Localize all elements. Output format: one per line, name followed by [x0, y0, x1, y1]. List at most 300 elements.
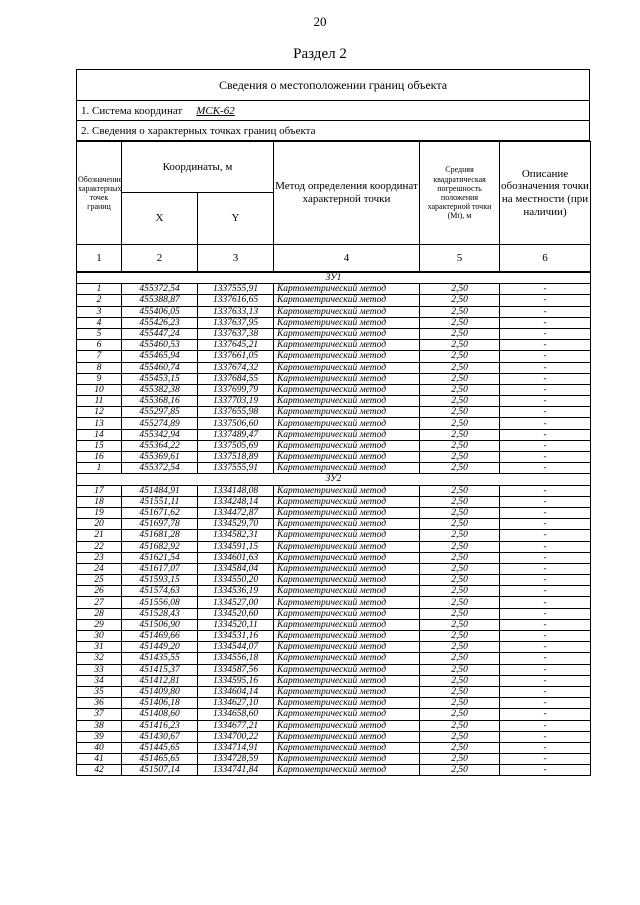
accuracy: 2,50: [420, 463, 500, 474]
coord-x: 451445,65: [122, 742, 198, 753]
description: -: [500, 519, 591, 530]
boundary-points-sheet: [76, 69, 590, 776]
coord-x: 451506,90: [122, 619, 198, 630]
coord-y: 1334714,91: [198, 742, 274, 753]
table-row: [77, 418, 591, 429]
accuracy: 2,50: [420, 720, 500, 731]
method: Картометрический метод: [274, 608, 420, 619]
description: -: [500, 675, 591, 686]
point-number: 36: [77, 698, 122, 709]
table-row: [77, 452, 591, 463]
method: Картометрический метод: [274, 765, 420, 776]
column-number: 3: [198, 245, 274, 272]
point-number: 34: [77, 675, 122, 686]
method: Картометрический метод: [274, 664, 420, 675]
description: -: [500, 575, 591, 586]
method: Картометрический метод: [274, 541, 420, 552]
method: Картометрический метод: [274, 619, 420, 630]
coord-x: 455460,74: [122, 362, 198, 373]
point-number: 24: [77, 563, 122, 574]
coord-y: 1337684,55: [198, 373, 274, 384]
coord-x: 455369,61: [122, 452, 198, 463]
accuracy: 2,50: [420, 597, 500, 608]
coord-y: 1334741,84: [198, 765, 274, 776]
coord-x: 451408,60: [122, 709, 198, 720]
point-number: 38: [77, 720, 122, 731]
header-y: Y: [198, 193, 274, 245]
method: Картометрический метод: [274, 507, 420, 518]
accuracy: 2,50: [420, 362, 500, 373]
coord-x: 451671,62: [122, 507, 198, 518]
table-row: [77, 496, 591, 507]
point-number: 1: [77, 284, 122, 295]
coord-x: 451435,55: [122, 653, 198, 664]
coord-y: 1337655,98: [198, 407, 274, 418]
coord-y: 1334248,14: [198, 496, 274, 507]
point-number: 20: [77, 519, 122, 530]
table-row: [77, 396, 591, 407]
accuracy: 2,50: [420, 407, 500, 418]
method: Картометрический метод: [274, 642, 420, 653]
point-number: 13: [77, 418, 122, 429]
coord-x: 451681,28: [122, 530, 198, 541]
table-row: [77, 440, 591, 451]
table-row: [77, 765, 591, 776]
description: -: [500, 362, 591, 373]
coord-y: 1334700,22: [198, 731, 274, 742]
table-row: [77, 720, 591, 731]
table-row: [77, 351, 591, 362]
accuracy: 2,50: [420, 541, 500, 552]
table-row: [77, 507, 591, 518]
method: Картометрический метод: [274, 418, 420, 429]
description: -: [500, 720, 591, 731]
accuracy: 2,50: [420, 642, 500, 653]
accuracy: 2,50: [420, 754, 500, 765]
description: -: [500, 351, 591, 362]
method: Картометрический метод: [274, 440, 420, 451]
accuracy: 2,50: [420, 619, 500, 630]
accuracy: 2,50: [420, 340, 500, 351]
description: -: [500, 709, 591, 720]
table-row: [77, 340, 591, 351]
coord-x: 455382,38: [122, 384, 198, 395]
coord-y: 1334544,07: [198, 642, 274, 653]
coord-x: 455465,94: [122, 351, 198, 362]
point-number: 19: [77, 507, 122, 518]
coord-y: 1337616,65: [198, 295, 274, 306]
group-name: ЗУ2: [77, 474, 591, 485]
coord-y: 1334472,87: [198, 507, 274, 518]
description: -: [500, 552, 591, 563]
method: Картометрический метод: [274, 675, 420, 686]
description: -: [500, 384, 591, 395]
column-number: 5: [420, 245, 500, 272]
coord-y: 1334677,21: [198, 720, 274, 731]
description: -: [500, 642, 591, 653]
table-row: [77, 407, 591, 418]
coord-y: 1334584,04: [198, 563, 274, 574]
description: -: [500, 295, 591, 306]
coord-y: 1337699,79: [198, 384, 274, 395]
method: Картометрический метод: [274, 597, 420, 608]
coord-y: 1334536,19: [198, 586, 274, 597]
accuracy: 2,50: [420, 586, 500, 597]
accuracy: 2,50: [420, 653, 500, 664]
method: Картометрический метод: [274, 463, 420, 474]
method: Картометрический метод: [274, 563, 420, 574]
point-number: 28: [77, 608, 122, 619]
coord-y: 1334595,16: [198, 675, 274, 686]
coord-y: 1334582,31: [198, 530, 274, 541]
group-row: [77, 273, 591, 284]
accuracy: 2,50: [420, 631, 500, 642]
accuracy: 2,50: [420, 698, 500, 709]
accuracy: 2,50: [420, 284, 500, 295]
method: Картометрический метод: [274, 362, 420, 373]
header-x: X: [122, 193, 198, 245]
point-number: 33: [77, 664, 122, 675]
coord-y: 1334520,60: [198, 608, 274, 619]
table-row: [77, 608, 591, 619]
header-coords: Координаты, м: [122, 142, 274, 193]
coord-x: 455368,16: [122, 396, 198, 407]
table-row: [77, 619, 591, 630]
accuracy: 2,50: [420, 709, 500, 720]
accuracy: 2,50: [420, 295, 500, 306]
description: -: [500, 541, 591, 552]
coord-y: 1334556,18: [198, 653, 274, 664]
method: Картометрический метод: [274, 686, 420, 697]
coord-y: 1334728,59: [198, 754, 274, 765]
method: Картометрический метод: [274, 328, 420, 339]
description: -: [500, 373, 591, 384]
coord-y: 1334587,56: [198, 664, 274, 675]
points-body: [77, 273, 591, 776]
accuracy: 2,50: [420, 485, 500, 496]
coord-x: 455447,24: [122, 328, 198, 339]
description: -: [500, 608, 591, 619]
coord-system-value: МСК-62: [196, 104, 235, 117]
coord-x: 455364,22: [122, 440, 198, 451]
accuracy: 2,50: [420, 675, 500, 686]
section-title: Раздел 2: [293, 46, 347, 62]
method: Картометрический метод: [274, 552, 420, 563]
coord-system-label: 1. Система координат: [81, 104, 183, 117]
coord-x: 451412,81: [122, 675, 198, 686]
method: Картометрический метод: [274, 373, 420, 384]
description: -: [500, 396, 591, 407]
point-number: 25: [77, 575, 122, 586]
column-header-table: [76, 141, 591, 272]
coord-system-row: [77, 101, 590, 121]
description: -: [500, 340, 591, 351]
description: -: [500, 653, 591, 664]
table-row: [77, 642, 591, 653]
coord-x: 451415,37: [122, 664, 198, 675]
point-number: 14: [77, 429, 122, 440]
point-number: 3: [77, 306, 122, 317]
table-row: [77, 384, 591, 395]
method: Картометрический метод: [274, 754, 420, 765]
coord-x: 451556,08: [122, 597, 198, 608]
description: -: [500, 754, 591, 765]
table-row: [77, 575, 591, 586]
accuracy: 2,50: [420, 552, 500, 563]
table-row: [77, 631, 591, 642]
method: Картометрический метод: [274, 731, 420, 742]
header-point-name: Обозначение характерных точек границ: [77, 142, 122, 245]
table-row: [77, 664, 591, 675]
point-number: 32: [77, 653, 122, 664]
coord-x: 455460,53: [122, 340, 198, 351]
group-row: [77, 474, 591, 485]
point-number: 17: [77, 485, 122, 496]
coord-x: 451507,14: [122, 765, 198, 776]
accuracy: 2,50: [420, 306, 500, 317]
table-row: [77, 328, 591, 339]
point-number: 39: [77, 731, 122, 742]
coord-y: 1337555,91: [198, 463, 274, 474]
header-description: Описание обозначения точки на местности (при наличии): [500, 142, 591, 245]
accuracy: 2,50: [420, 373, 500, 384]
method: Картометрический метод: [274, 429, 420, 440]
coord-x: 455297,85: [122, 407, 198, 418]
method: Картометрический метод: [274, 351, 420, 362]
accuracy: 2,50: [420, 384, 500, 395]
coord-x: 455372,54: [122, 284, 198, 295]
point-number: 35: [77, 686, 122, 697]
coord-x: 455406,05: [122, 306, 198, 317]
table-row: [77, 653, 591, 664]
point-number: 9: [77, 373, 122, 384]
method: Картометрический метод: [274, 586, 420, 597]
description: -: [500, 328, 591, 339]
method: Картометрический метод: [274, 284, 420, 295]
accuracy: 2,50: [420, 418, 500, 429]
description: -: [500, 631, 591, 642]
accuracy: 2,50: [420, 429, 500, 440]
description: -: [500, 485, 591, 496]
description: -: [500, 664, 591, 675]
point-number: 8: [77, 362, 122, 373]
accuracy: 2,50: [420, 530, 500, 541]
coord-y: 1337506,60: [198, 418, 274, 429]
point-number: 41: [77, 754, 122, 765]
point-number: 7: [77, 351, 122, 362]
accuracy: 2,50: [420, 496, 500, 507]
point-number: 37: [77, 709, 122, 720]
description: -: [500, 440, 591, 451]
coord-y: 1334531,16: [198, 631, 274, 642]
coord-y: 1334604,14: [198, 686, 274, 697]
coord-y: 1337674,32: [198, 362, 274, 373]
points-info-label: 2. Сведения о характерных точках границ объекта: [77, 121, 590, 141]
description: -: [500, 496, 591, 507]
description: -: [500, 306, 591, 317]
accuracy: 2,50: [420, 731, 500, 742]
method: Картометрический метод: [274, 519, 420, 530]
table-row: [77, 563, 591, 574]
point-number: 6: [77, 340, 122, 351]
method: Картометрический метод: [274, 496, 420, 507]
table-row: [77, 754, 591, 765]
method: Картометрический метод: [274, 720, 420, 731]
column-number: 2: [122, 245, 198, 272]
point-number: 10: [77, 384, 122, 395]
method: Картометрический метод: [274, 340, 420, 351]
accuracy: 2,50: [420, 765, 500, 776]
coord-x: 451551,11: [122, 496, 198, 507]
coord-x: 451697,78: [122, 519, 198, 530]
coord-x: 455372,54: [122, 463, 198, 474]
point-number: 29: [77, 619, 122, 630]
coord-y: 1334627,10: [198, 698, 274, 709]
coord-x: 455342,94: [122, 429, 198, 440]
coord-y: 1334658,60: [198, 709, 274, 720]
coord-y: 1334148,08: [198, 485, 274, 496]
point-number: 21: [77, 530, 122, 541]
accuracy: 2,50: [420, 351, 500, 362]
description: -: [500, 452, 591, 463]
coord-y: 1337555,91: [198, 284, 274, 295]
description: -: [500, 597, 591, 608]
method: Картометрический метод: [274, 384, 420, 395]
point-number: 18: [77, 496, 122, 507]
header-accuracy: Средняя квадратическая погрешность положения характерной точки (Mt), м: [420, 142, 500, 245]
coord-x: 451449,20: [122, 642, 198, 653]
coord-x: 451416,23: [122, 720, 198, 731]
coord-x: 451469,66: [122, 631, 198, 642]
description: -: [500, 731, 591, 742]
point-number: 2: [77, 295, 122, 306]
description: -: [500, 563, 591, 574]
table-row: [77, 552, 591, 563]
table-row: [77, 597, 591, 608]
method: Картометрический метод: [274, 396, 420, 407]
point-number: 15: [77, 440, 122, 451]
coord-x: 451484,91: [122, 485, 198, 496]
table-row: [77, 586, 591, 597]
description: -: [500, 284, 591, 295]
coord-y: 1334601,63: [198, 552, 274, 563]
point-number: 23: [77, 552, 122, 563]
coord-y: 1337637,38: [198, 328, 274, 339]
method: Картометрический метод: [274, 631, 420, 642]
table-row: [77, 317, 591, 328]
point-number: 22: [77, 541, 122, 552]
table-row: [77, 686, 591, 697]
group-name: ЗУ1: [77, 273, 591, 284]
coord-y: 1334529,70: [198, 519, 274, 530]
method: Картометрический метод: [274, 485, 420, 496]
coord-y: 1337661,05: [198, 351, 274, 362]
coord-x: 451574,63: [122, 586, 198, 597]
accuracy: 2,50: [420, 664, 500, 675]
coord-x: 451528,43: [122, 608, 198, 619]
point-number: 42: [77, 765, 122, 776]
description: -: [500, 317, 591, 328]
coord-y: 1334550,20: [198, 575, 274, 586]
method: Картометрический метод: [274, 530, 420, 541]
point-number: 31: [77, 642, 122, 653]
table-row: [77, 530, 591, 541]
description: -: [500, 463, 591, 474]
table-row: [77, 519, 591, 530]
table-row: [77, 675, 591, 686]
table-row: [77, 306, 591, 317]
method: Картометрический метод: [274, 407, 420, 418]
table-row: [77, 698, 591, 709]
coord-x: 455388,87: [122, 295, 198, 306]
accuracy: 2,50: [420, 452, 500, 463]
table-row: [77, 731, 591, 742]
coord-y: 1337645,21: [198, 340, 274, 351]
accuracy: 2,50: [420, 328, 500, 339]
point-number: 16: [77, 452, 122, 463]
coord-x: 451430,67: [122, 731, 198, 742]
coord-x: 451621,54: [122, 552, 198, 563]
table-row: [77, 709, 591, 720]
point-number: 30: [77, 631, 122, 642]
coord-y: 1337637,95: [198, 317, 274, 328]
table-title: Сведения о местоположении границ объекта: [77, 70, 590, 101]
point-number: 11: [77, 396, 122, 407]
accuracy: 2,50: [420, 507, 500, 518]
method: Картометрический метод: [274, 709, 420, 720]
description: -: [500, 418, 591, 429]
coord-x: 455274,89: [122, 418, 198, 429]
accuracy: 2,50: [420, 575, 500, 586]
points-data-table: [76, 272, 591, 776]
coord-y: 1337505,69: [198, 440, 274, 451]
description: -: [500, 686, 591, 697]
header-method: Метод определения координат характерной точки: [274, 142, 420, 245]
point-number: 26: [77, 586, 122, 597]
accuracy: 2,50: [420, 317, 500, 328]
coord-y: 1337489,47: [198, 429, 274, 440]
column-number: 6: [500, 245, 591, 272]
accuracy: 2,50: [420, 742, 500, 753]
table-row: [77, 373, 591, 384]
description: -: [500, 698, 591, 709]
coord-x: 451682,92: [122, 541, 198, 552]
method: Картометрический метод: [274, 575, 420, 586]
coord-x: 451465,65: [122, 754, 198, 765]
table-row: [77, 429, 591, 440]
table-row: [77, 362, 591, 373]
column-number: 4: [274, 245, 420, 272]
point-number: 1: [77, 463, 122, 474]
description: -: [500, 530, 591, 541]
table-row: [77, 541, 591, 552]
coord-y: 1337633,13: [198, 306, 274, 317]
accuracy: 2,50: [420, 396, 500, 407]
method: Картометрический метод: [274, 317, 420, 328]
coord-y: 1334520,11: [198, 619, 274, 630]
description: -: [500, 507, 591, 518]
method: Картометрический метод: [274, 306, 420, 317]
method: Картометрический метод: [274, 452, 420, 463]
accuracy: 2,50: [420, 563, 500, 574]
accuracy: 2,50: [420, 686, 500, 697]
table-row: [77, 742, 591, 753]
point-number: 12: [77, 407, 122, 418]
coord-x: 451406,18: [122, 698, 198, 709]
description: -: [500, 619, 591, 630]
description: -: [500, 429, 591, 440]
description: -: [500, 407, 591, 418]
